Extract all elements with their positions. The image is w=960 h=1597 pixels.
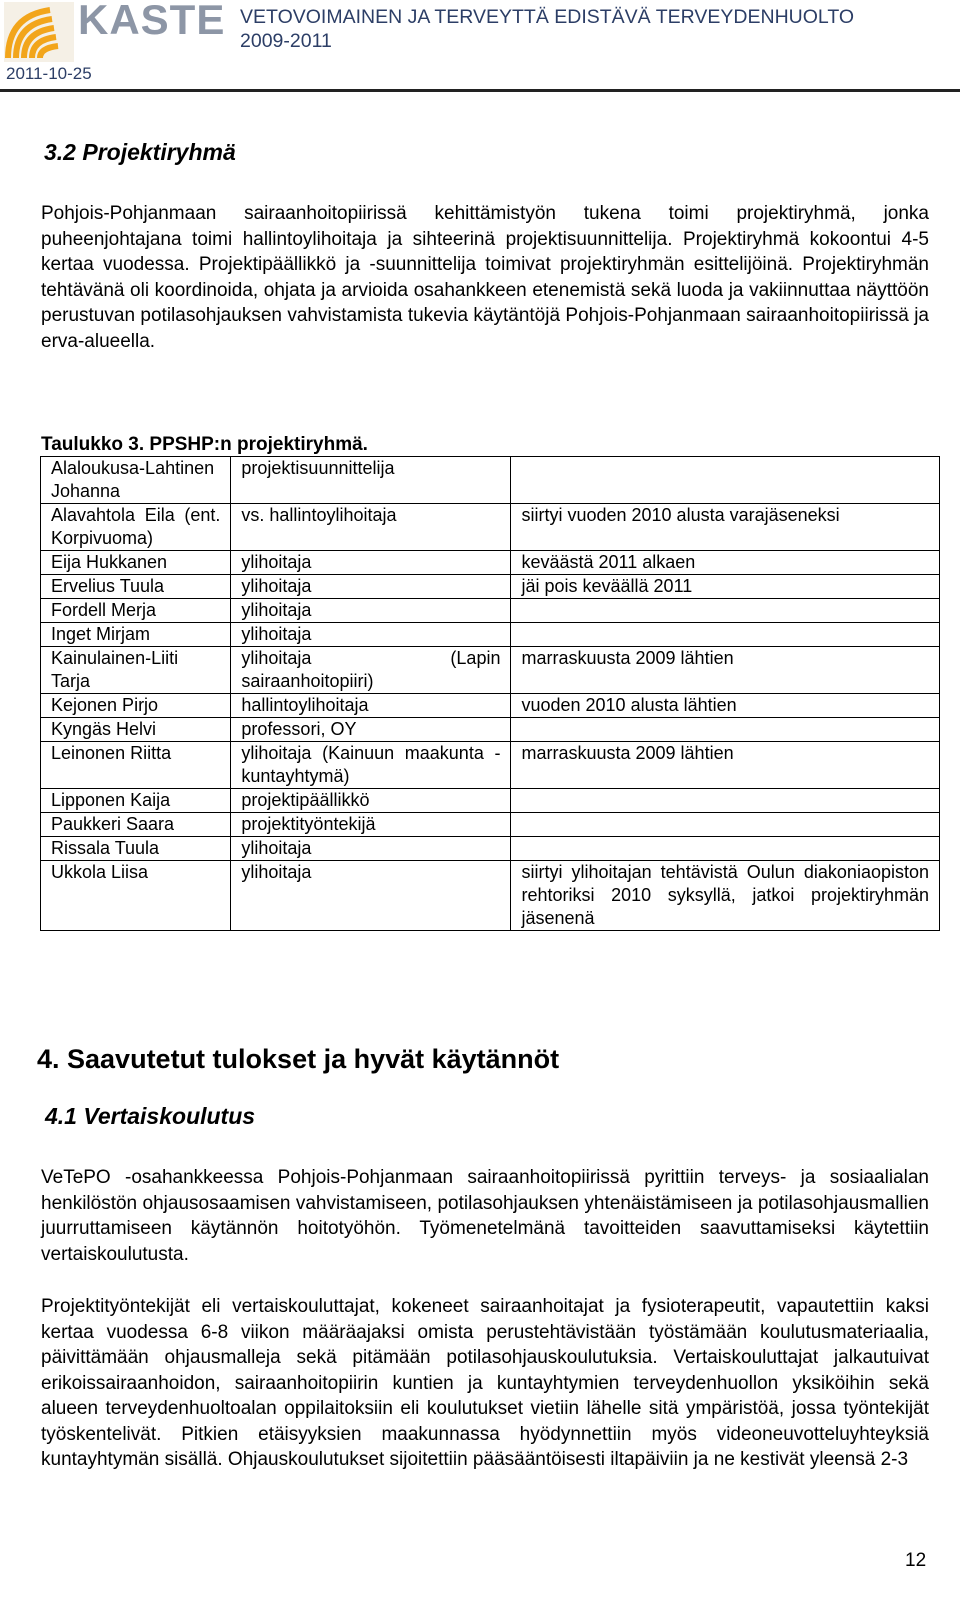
member-name: Fordell Merja bbox=[41, 599, 231, 623]
member-note bbox=[511, 789, 940, 813]
project-group-table bbox=[40, 456, 940, 931]
member-role: ylihoitaja bbox=[231, 599, 511, 623]
logo-wordmark: KASTE bbox=[78, 0, 226, 43]
page-header bbox=[0, 0, 960, 92]
section-4-1-heading: 4.1 Vertaiskoulutus bbox=[45, 1103, 256, 1129]
member-note: vuoden 2010 alusta lähtien bbox=[511, 694, 940, 718]
member-role: professori, OY bbox=[231, 718, 511, 742]
section-3-2-paragraph: Pohjois-Pohjanmaan sairaanhoitopiirissä kehittämistyön tukena toimi projektiryhmä, jonka puheenjohtajana toimi hallintoylihoitaja ja sihteerinä projektisuunnittelija. Projektiryhmä kokoontui 4-5 kertaa vuodessa. Projektipäällikkö ja -suunnittelija toimivat projektiryhmän esittelijöinä. Projektiryhmän tehtävänä oli koordinoida, ohjata ja arvioida osahankkeen etenemistä sekä luoda ja vakiinnuttaa näyttöön perustuvan potilasohjauksen vahvistamista tukevia käytäntöjä Pohjois-Pohjanmaan sairaanhoitopiirissä ja erva-alueella. bbox=[41, 203, 929, 352]
member-name: Alavahtola Eila (ent. Korpivuoma) bbox=[41, 504, 231, 551]
section-4-heading: 4. Saavutetut tulokset ja hyvät käytännöt bbox=[37, 1044, 560, 1074]
member-role: ylihoitaja bbox=[231, 551, 511, 575]
member-name: Ervelius Tuula bbox=[41, 575, 231, 599]
table-row bbox=[41, 551, 940, 575]
member-name: Kainulainen-Liiti Tarja bbox=[41, 647, 231, 694]
page-number: 12 bbox=[905, 1550, 927, 1571]
member-note bbox=[511, 457, 940, 504]
section-3-2-heading: 3.2 Projektiryhmä bbox=[44, 139, 236, 165]
table-row bbox=[41, 718, 940, 742]
member-name: Leinonen Riitta bbox=[41, 742, 231, 789]
member-note: marraskuusta 2009 lähtien bbox=[511, 647, 940, 694]
table-caption: Taulukko 3. PPSHP:n projektiryhmä. bbox=[41, 434, 368, 455]
member-role: vs. hallintoylihoitaja bbox=[231, 504, 511, 551]
table-row bbox=[41, 861, 940, 931]
member-note bbox=[511, 813, 940, 837]
member-role: ylihoitaja bbox=[231, 837, 511, 861]
member-name: Eija Hukkanen bbox=[41, 551, 231, 575]
program-title-line2: 2009-2011 bbox=[240, 30, 332, 52]
table-row bbox=[41, 694, 940, 718]
member-role: ylihoitaja bbox=[231, 623, 511, 647]
program-title bbox=[240, 5, 854, 53]
sun-logo-icon bbox=[4, 2, 74, 62]
header-divider bbox=[0, 89, 960, 92]
member-name: Lipponen Kaija bbox=[41, 789, 231, 813]
member-name: Ukkola Liisa bbox=[41, 861, 231, 931]
member-role: projektityöntekijä bbox=[231, 813, 511, 837]
member-name: Kejonen Pirjo bbox=[41, 694, 231, 718]
section-4-1-paragraph-2: Projektityöntekijät eli vertaiskouluttajat, kokeneet sairaanhoitajat ja fysioterapeutit, vapautettiin kaksi kertaa vuodessa 6-8 viikon määräajaksi omista perustehtävistään työstämään koulutusmateriaalia, päivittämään ohjausmalleja sekä pitämään potilasohjauskoulutuksia. Vertaiskouluttajat jalkautuivat erikoissairaanhoidon, sairaanhoitopiirin kuntien ja kuntayhtymien terveydenhuollon yksiköihin sekä alueen terveydenhuoltoalan oppilaitoksiin eli koulutukset vietiin lähelle sitä ympäristöä, jossa työntekijät työskentelivät. Pitkien etäisyyksien maakunnassa hyödynnettiin myös videoneuvotteluyhteyksiä kuntayhtymän sisällä. Ohjauskoulutukset sijoitettiin pääsääntöisesti iltapäiviin ja ne kestivät yleensä 2-3 bbox=[41, 1296, 929, 1470]
member-role: hallintoylihoitaja bbox=[231, 694, 511, 718]
program-title-line1: VETOVOIMAINEN JA TERVEYTTÄ EDISTÄVÄ TERVEYDENHUOLTO bbox=[240, 6, 855, 28]
member-note bbox=[511, 599, 940, 623]
member-role: ylihoitaja bbox=[231, 575, 511, 599]
member-name: Inget Mirjam bbox=[41, 623, 231, 647]
table-row bbox=[41, 742, 940, 789]
table-row bbox=[41, 647, 940, 694]
document-date: 2011-10-25 bbox=[6, 64, 92, 83]
member-note bbox=[511, 837, 940, 861]
member-name: Paukkeri Saara bbox=[41, 813, 231, 837]
kaste-logo bbox=[4, 2, 224, 64]
table-row bbox=[41, 813, 940, 837]
member-role: ylihoitaja (Lapin sairaanhoitopiiri) bbox=[231, 647, 511, 694]
section-4-1-paragraph-1: VeTePO -osahankkeessa Pohjois-Pohjanmaan sairaanhoitopiirissä pyrittiin terveys- ja sosiaalialan henkilöstön ohjausosaamisen vahvistamiseen, potilasohjauksen yhtenäistämiseen ja potilasohjausmallien juurruttamiseen käytännön hoitotyöhön. Työmenetelmänä tavoitteiden saavuttamiseksi käytettiin vertaiskoulutusta. bbox=[41, 1167, 929, 1265]
member-note bbox=[511, 718, 940, 742]
member-note: siirtyi ylihoitajan tehtävistä Oulun diakoniaopiston rehtoriksi 2010 syksyllä, jatkoi projektiryhmän jäsenenä bbox=[511, 861, 940, 931]
table-row bbox=[41, 789, 940, 813]
table-row bbox=[41, 457, 940, 504]
table-row bbox=[41, 837, 940, 861]
member-note: marraskuusta 2009 lähtien bbox=[511, 742, 940, 789]
member-note bbox=[511, 623, 940, 647]
table-row bbox=[41, 504, 940, 551]
table-row bbox=[41, 599, 940, 623]
member-note: keväästä 2011 alkaen bbox=[511, 551, 940, 575]
table-row bbox=[41, 623, 940, 647]
member-role: ylihoitaja (Kainuun maakunta -kuntayhtymä) bbox=[231, 742, 511, 789]
table-row bbox=[41, 575, 940, 599]
member-role: ylihoitaja bbox=[231, 861, 511, 931]
member-name: Alaloukusa-Lahtinen Johanna bbox=[41, 457, 231, 504]
member-name: Rissala Tuula bbox=[41, 837, 231, 861]
member-note: siirtyi vuoden 2010 alusta varajäseneksi bbox=[511, 504, 940, 551]
member-name: Kyngäs Helvi bbox=[41, 718, 231, 742]
member-role: projektisuunnittelija bbox=[231, 457, 511, 504]
member-role: projektipäällikkö bbox=[231, 789, 511, 813]
member-note: jäi pois keväällä 2011 bbox=[511, 575, 940, 599]
